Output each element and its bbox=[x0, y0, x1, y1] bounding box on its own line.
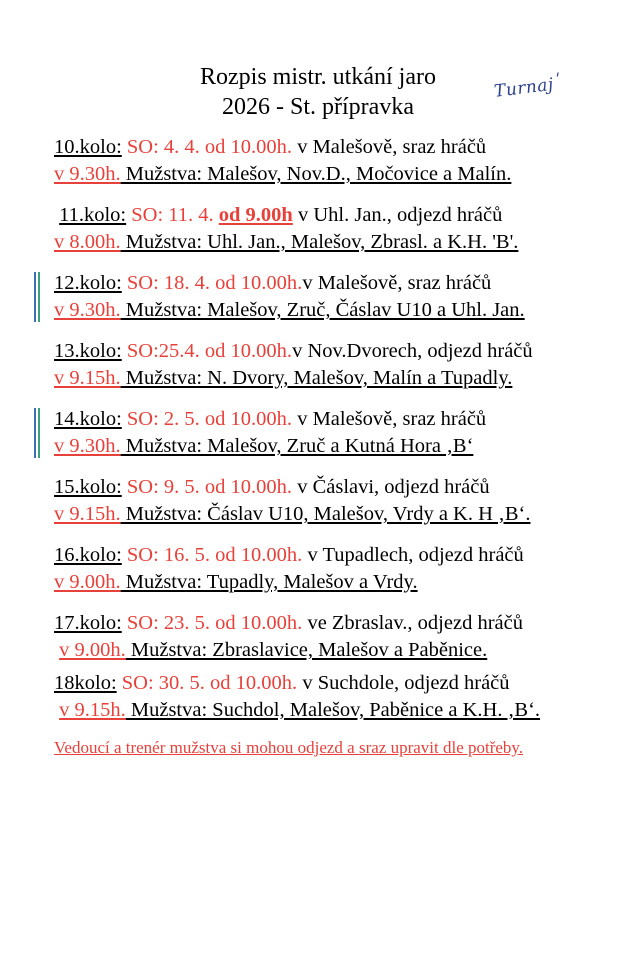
round-departure-time: v 9.15h. bbox=[54, 367, 121, 389]
round-match: SO: 2. 5. od 10.00h. bbox=[126, 408, 293, 430]
round-place: v Malešově, sraz hráčů bbox=[302, 272, 492, 294]
schedule-list bbox=[0, 134, 636, 724]
margin-mark bbox=[34, 272, 41, 322]
round-place: v Tupadlech, odjezd hráčů bbox=[302, 544, 524, 566]
round-number: 10.kolo: bbox=[54, 136, 122, 158]
round-teams: Mužstva: Zbraslavice, Malešov a Paběnice. bbox=[125, 639, 488, 661]
round-line-2 bbox=[54, 569, 612, 596]
round-match: SO: 30. 5. od 10.00h. bbox=[121, 672, 298, 694]
schedule-round bbox=[54, 202, 612, 256]
round-place: v Malešově, sraz hráčů bbox=[292, 408, 487, 430]
round-place: v Malešově, sraz hráčů bbox=[292, 136, 487, 158]
round-teams: Mužstva: Malešov, Zruč a Kutná Hora ‚B‘ bbox=[120, 435, 474, 457]
round-teams: Mužstva: Uhl. Jan., Malešov, Zbrasl. a K.H. 'B'. bbox=[120, 231, 519, 253]
round-line-1 bbox=[54, 270, 612, 297]
schedule-round bbox=[54, 542, 612, 596]
schedule-round bbox=[54, 134, 612, 188]
round-teams: Mužstva: Suchdol, Malešov, Paběnice a K.H. ‚B‘. bbox=[125, 699, 541, 721]
round-match: SO: 16. 5. od 10.00h. bbox=[126, 544, 303, 566]
round-departure-time: v 9.15h. bbox=[59, 699, 126, 721]
round-number: 15.kolo: bbox=[54, 476, 122, 498]
round-departure-time: v 9.30h. bbox=[54, 299, 121, 321]
round-departure-time: v 9.15h. bbox=[54, 503, 121, 525]
round-line-2 bbox=[54, 365, 612, 392]
round-match: SO: 11. 4. bbox=[131, 204, 219, 226]
round-line-1 bbox=[54, 610, 612, 637]
round-line-1 bbox=[54, 406, 612, 433]
round-line-2 bbox=[54, 161, 612, 188]
page-title-line-1: Rozpis mistr. utkání jaro bbox=[200, 64, 436, 90]
round-departure-time: v 9.30h. bbox=[54, 435, 121, 457]
round-number: 17.kolo: bbox=[54, 612, 122, 634]
round-line-2 bbox=[54, 501, 612, 528]
round-place: v Čáslavi, odjezd hráčů bbox=[292, 476, 490, 498]
schedule-round bbox=[54, 474, 612, 528]
schedule-round bbox=[54, 406, 612, 460]
round-line-1 bbox=[54, 670, 612, 697]
round-place: ve Zbraslav., odjezd hráčů bbox=[302, 612, 523, 634]
round-number: 11.kolo: bbox=[59, 204, 127, 226]
handwritten-annotation-text: Turnaj bbox=[492, 74, 555, 102]
round-teams: Mužstva: N. Dvory, Malešov, Malín a Tupadly. bbox=[120, 367, 513, 389]
document-page bbox=[0, 62, 636, 962]
round-place: v Nov.Dvorech, odjezd hráčů bbox=[292, 340, 533, 362]
schedule-round bbox=[54, 610, 612, 664]
round-line-1 bbox=[54, 338, 612, 365]
round-departure-time: v 9.00h. bbox=[59, 639, 126, 661]
footer-note: Vedoucí a trenér mužstva si mohou odjezd a sraz upravit dle potřeby. bbox=[54, 738, 524, 757]
round-teams: Mužstva: Malešov, Zruč, Čáslav U10 a Uhl. Jan. bbox=[120, 299, 525, 321]
round-line-1 bbox=[54, 202, 612, 229]
round-number: 16.kolo: bbox=[54, 544, 122, 566]
round-departure-time: v 9.30h. bbox=[54, 163, 121, 185]
round-line-2 bbox=[54, 297, 612, 324]
round-number: 14.kolo: bbox=[54, 408, 122, 430]
round-match: SO:25.4. od 10.00h. bbox=[126, 340, 293, 362]
round-number: 13.kolo: bbox=[54, 340, 122, 362]
round-match: SO: 23. 5. od 10.00h. bbox=[126, 612, 303, 634]
round-number: 18kolo: bbox=[54, 672, 117, 694]
page-title-line-2: 2026 - St. přípravka bbox=[222, 94, 414, 120]
handwritten-annotation-tick: ' bbox=[552, 69, 561, 88]
round-line-2 bbox=[54, 229, 612, 256]
round-line-2 bbox=[54, 637, 612, 664]
round-place: v Suchdole, odjezd hráčů bbox=[297, 672, 510, 694]
round-teams: Mužstva: Čáslav U10, Malešov, Vrdy a K. H ‚B‘. bbox=[120, 503, 531, 525]
round-match-emphasis: od 9.00h bbox=[218, 204, 293, 226]
margin-mark bbox=[34, 408, 41, 458]
round-teams: Mužstva: Tupadly, Malešov a Vrdy. bbox=[120, 571, 418, 593]
round-match: SO: 9. 5. od 10.00h. bbox=[126, 476, 293, 498]
round-number: 12.kolo: bbox=[54, 272, 122, 294]
round-line-2 bbox=[54, 697, 612, 724]
round-departure-time: v 9.00h. bbox=[54, 571, 121, 593]
round-line-1 bbox=[54, 542, 612, 569]
round-match: SO: 18. 4. od 10.00h. bbox=[126, 272, 303, 294]
schedule-round bbox=[54, 338, 612, 392]
round-teams: Mužstva: Malešov, Nov.D., Močovice a Malín. bbox=[120, 163, 512, 185]
schedule-round bbox=[54, 670, 612, 724]
round-line-1 bbox=[54, 474, 612, 501]
round-place: v Uhl. Jan., odjezd hráčů bbox=[292, 204, 503, 226]
round-line-2 bbox=[54, 433, 612, 460]
schedule-round bbox=[54, 270, 612, 324]
round-line-1 bbox=[54, 134, 612, 161]
round-match: SO: 4. 4. od 10.00h. bbox=[126, 136, 293, 158]
round-departure-time: v 8.00h. bbox=[54, 231, 121, 253]
